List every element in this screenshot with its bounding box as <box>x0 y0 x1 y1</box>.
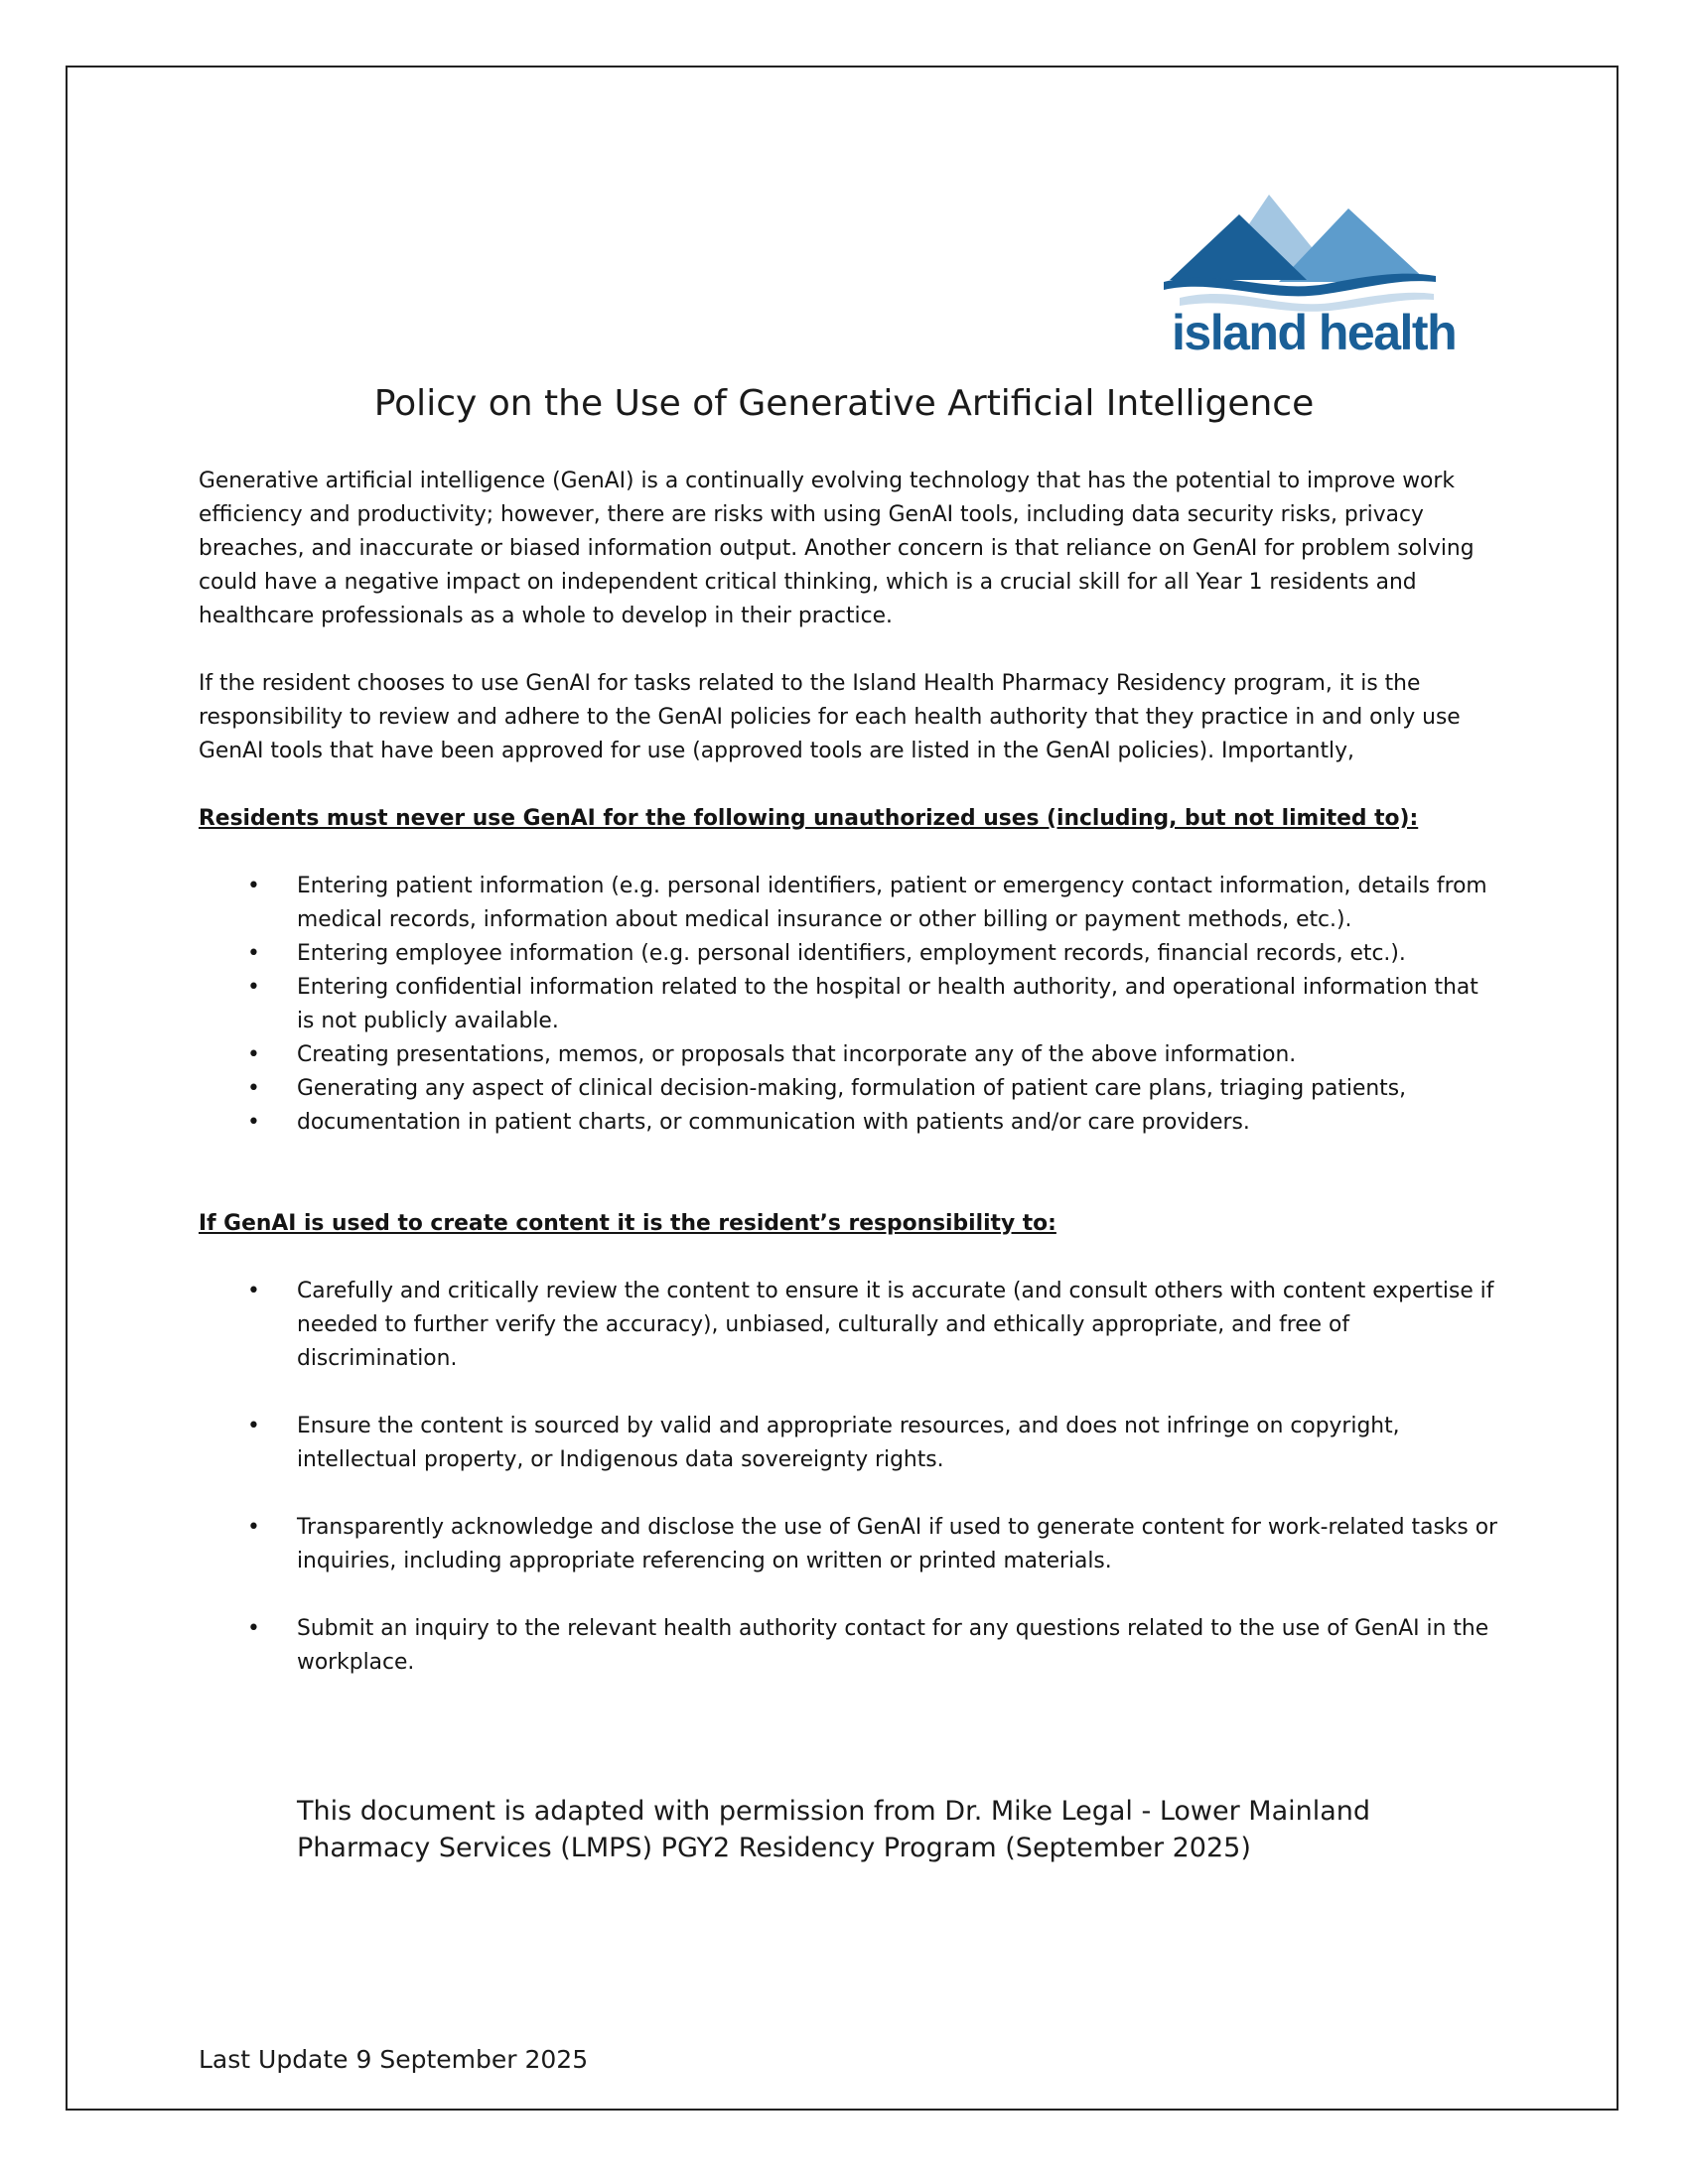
attribution-note: This document is adapted with permission from Dr. Mike Legal - Lower Mainland Pharmacy Services (LMPS) PGY2 Residency Program (September 2025) <box>297 1796 1371 1863</box>
page-title: Policy on the Use of Generative Artificial Intelligence <box>373 383 1315 424</box>
logo-wordmark: island health <box>1172 305 1457 360</box>
bullet-icon: • <box>247 1042 260 1067</box>
responsibilities-list <box>199 1275 1499 1680</box>
last-update-footer: Last Update 9 September 2025 <box>199 2045 589 2074</box>
unauthorized-uses-list <box>199 870 1499 1140</box>
mountain-logo-icon <box>1160 195 1438 314</box>
intro-paragraph-2: If the resident chooses to use GenAI for tasks related to the Island Health Pharmacy Residency program, it is the responsibility to review and adhere to the GenAI policies for each health authority that they practice in and only use GenAI tools that have been approved for use (approved tools are listed in the GenAI policies). Importantly, <box>199 671 1461 763</box>
list-item-text: documentation in patient charts, or communication with patients and/or care providers. <box>297 1110 1250 1135</box>
list-item-text: Entering employee information (e.g. personal identifiers, employment records, financial records, etc.). <box>297 941 1406 966</box>
bullet-icon: • <box>247 941 260 966</box>
bullet-icon: • <box>247 1076 260 1101</box>
bullet-icon: • <box>247 1414 260 1438</box>
document-body <box>199 465 1499 1713</box>
list-item <box>199 1511 1499 1578</box>
list-item-text: Entering patient information (e.g. personal identifiers, patient or emergency contact information, details from medical records, information about medical insurance or other billing or payment methods, etc.). <box>297 874 1487 932</box>
list-item-text: Carefully and critically review the content to ensure it is accurate (and consult others with content expertise if needed to further verify the accuracy), unbiased, culturally and ethically appropriate, and free of discrimination. <box>297 1279 1494 1371</box>
list-item <box>199 870 1499 937</box>
list-item <box>199 1106 1499 1140</box>
bullet-icon: • <box>247 975 260 1000</box>
bullet-icon: • <box>247 1616 260 1641</box>
bullet-icon: • <box>247 874 260 898</box>
intro-paragraph-1: Generative artificial intelligence (GenAI) is a continually evolving technology that has the potential to improve work efficiency and productivity; however, there are risks with using GenAI tools, including data security risks, privacy breaches, and inaccurate or biased information output. Another concern is that reliance on GenAI for problem solving could have a negative impact on independent critical thinking, which is a crucial skill for all Year 1 residents and healthcare professionals as a whole to develop in their practice. <box>199 469 1475 628</box>
list-item <box>199 1072 1499 1106</box>
list-item <box>199 1612 1499 1680</box>
bullet-icon: • <box>247 1110 260 1135</box>
list-item-text: Entering confidential information related to the hospital or health authority, and operational information that is not publicly available. <box>297 975 1478 1033</box>
list-item <box>199 1275 1499 1376</box>
list-item-text: Submit an inquiry to the relevant health authority contact for any questions related to the use of GenAI in the workplace. <box>297 1616 1489 1675</box>
list-item-text: Creating presentations, memos, or proposals that incorporate any of the above information. <box>297 1042 1297 1067</box>
list-item <box>199 971 1499 1038</box>
bullet-icon: • <box>247 1515 260 1540</box>
bullet-icon: • <box>247 1279 260 1303</box>
spacer <box>199 1140 1499 1207</box>
list-item <box>199 937 1499 971</box>
list-item-text: Generating any aspect of clinical decision-making, formulation of patient care plans, triaging patients, <box>297 1076 1407 1101</box>
list-item-text: Transparently acknowledge and disclose the use of GenAI if used to generate content for work-related tasks or inquiries, including appropriate referencing on written or printed materials. <box>297 1515 1498 1573</box>
list-item-text: Ensure the content is sourced by valid and appropriate resources, and does not infringe on copyright, intellectual property, or Indigenous data sovereignty rights. <box>297 1414 1400 1472</box>
list-item <box>199 1038 1499 1072</box>
unauthorized-uses-heading: Residents must never use GenAI for the following unauthorized uses (including, but not limited to): <box>199 806 1419 831</box>
responsibilities-heading: If GenAI is used to create content it is the resident’s responsibility to: <box>199 1211 1056 1236</box>
list-item <box>199 1410 1499 1477</box>
